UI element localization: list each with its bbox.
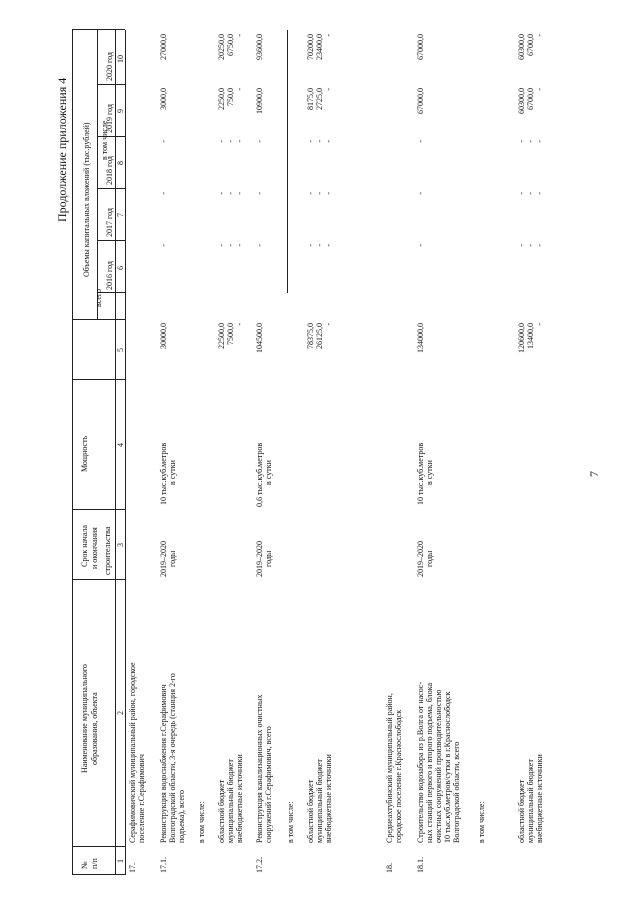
row-181-total: 134000,0 bbox=[416, 323, 425, 353]
row-181-2019: 67000,0 bbox=[416, 88, 425, 114]
row-171-incl: в том числе: bbox=[197, 801, 206, 843]
row-172-sub-3-2017: - bbox=[324, 192, 333, 195]
col-num-2: 2 bbox=[116, 711, 125, 715]
row-172-sub-1-2018: - bbox=[306, 140, 315, 143]
row-172-sub-1-2019: 8175,0 bbox=[306, 88, 315, 110]
row-181-sub-2-2019: 6700,0 bbox=[526, 88, 535, 110]
table-border-cols bbox=[115, 30, 116, 875]
row-172-sub-2-2018: - bbox=[315, 140, 324, 143]
row-181-name-l5: Волгоградской области, всего bbox=[452, 741, 461, 843]
row-171-sub-3-2020: - bbox=[235, 34, 244, 37]
header-year-2018: 2018 год bbox=[105, 156, 114, 185]
col-num-1: 1 bbox=[116, 859, 125, 863]
row-171-sub-1-2018: - bbox=[217, 140, 226, 143]
row-181-sub-2-2020: 6700,0 bbox=[526, 34, 535, 56]
row-172-sub-3-2020: - bbox=[324, 34, 333, 37]
row-172-sub-1-total: 78375,0 bbox=[306, 323, 315, 349]
col-line-4 bbox=[72, 509, 125, 510]
row-171-sub-3-2018: - bbox=[235, 140, 244, 143]
col-num-3: 3 bbox=[116, 543, 125, 547]
col-num-5: 5 bbox=[116, 348, 125, 352]
row-171-2018: - bbox=[159, 140, 168, 143]
col-line-end bbox=[72, 29, 125, 30]
header-year-2019: 2019 год bbox=[105, 104, 114, 133]
header-no: № bbox=[80, 861, 89, 869]
row-181-name-l2: ных станций первого и второго подъема, блока bbox=[425, 683, 434, 843]
row-172-sub-1-label: областной бюджет bbox=[306, 779, 315, 843]
row-172-sub-3-2018: - bbox=[324, 140, 333, 143]
row-171-sub-3-total: - bbox=[235, 323, 244, 326]
row-181-2020: 67000,0 bbox=[416, 34, 425, 60]
row-181-sub-3-2017: - bbox=[535, 192, 544, 195]
row-172-period-l2: годы bbox=[264, 550, 273, 567]
row-172-cap-l2: в сутки bbox=[264, 460, 273, 485]
row-172-incl: в том числе: bbox=[286, 801, 295, 843]
col-num-4: 4 bbox=[116, 443, 125, 447]
row-181-incl: в том числе: bbox=[477, 801, 486, 843]
header-period-line1: Срок начала bbox=[80, 525, 89, 567]
row-171-sub-1-2016: - bbox=[217, 244, 226, 247]
row-172-no: 17.2. bbox=[255, 857, 264, 873]
row-171-sub-2-2020: 6750,0 bbox=[226, 34, 235, 56]
row-181-sub-1-2017: - bbox=[517, 192, 526, 195]
col-line-11 bbox=[97, 84, 125, 85]
row-171-sub-1-label: областной бюджет bbox=[217, 779, 226, 843]
row-17-name-l2: поселение г.Серафимович bbox=[137, 754, 146, 843]
row-181-name-l4: 10 тыс.куб.метров/сутки в г.Краснослободск bbox=[443, 691, 452, 843]
row-181-sub-2-label: муниципальный бюджет bbox=[526, 759, 535, 843]
page-number: 7 bbox=[587, 471, 601, 477]
header-year-2020: 2020 год bbox=[105, 52, 114, 81]
row-181-sub-2-2016: - bbox=[526, 244, 535, 247]
row-181-sub-1-2016: - bbox=[517, 244, 526, 247]
row-172-sub-3-2019: - bbox=[324, 88, 333, 91]
col-line-6 bbox=[72, 319, 125, 320]
row-171-name-l1: Реконструкция водоснабжения г.Серафимович bbox=[159, 684, 168, 843]
col-line-3 bbox=[72, 579, 125, 580]
row-172-sub-1-2020: 70200,0 bbox=[306, 34, 315, 60]
row-172-name-l2: сооружений г.Серафимович, всего bbox=[264, 726, 273, 843]
row-172-sub-3-2016: - bbox=[324, 244, 333, 247]
row-172-2016: - bbox=[255, 244, 264, 247]
row-172-2020: 93600,0 bbox=[255, 34, 264, 60]
row-171-sub-2-2017: - bbox=[226, 192, 235, 195]
row-181-sub-1-2018: - bbox=[517, 140, 526, 143]
row-181-sub-3-2018: - bbox=[535, 140, 544, 143]
row-171-sub-1-2017: - bbox=[217, 192, 226, 195]
years-header-line bbox=[287, 30, 288, 293]
row-171-sub-1-total: 22500,0 bbox=[217, 323, 226, 349]
col-num-6: 6 bbox=[116, 266, 125, 270]
header-period-line3: строительства bbox=[103, 526, 112, 575]
appendix-title: Продолжение приложения 4 bbox=[55, 77, 69, 222]
row-181-cap-l1: 10 тыс.куб.метров bbox=[416, 442, 425, 505]
col-line-8 bbox=[97, 240, 125, 241]
row-181-sub-2-2018: - bbox=[526, 140, 535, 143]
header-year-2017: 2017 год bbox=[105, 208, 114, 237]
row-181-sub-1-total: 120600,0 bbox=[517, 323, 526, 353]
header-capacity: Мощность bbox=[80, 435, 89, 472]
row-181-no: 18.1. bbox=[416, 857, 425, 873]
row-181-sub-3-2016: - bbox=[535, 244, 544, 247]
row-171-sub-3-2017: - bbox=[235, 192, 244, 195]
row-181-name-l3: очистных сооружений производительностью bbox=[434, 689, 443, 843]
table-border-nums bbox=[125, 30, 126, 875]
col-num-7: 7 bbox=[116, 213, 125, 217]
row-171-sub-2-label: муниципальный бюджет bbox=[226, 759, 235, 843]
row-171-sub-2-2018: - bbox=[226, 140, 235, 143]
row-181-sub-1-label: областной бюджет bbox=[517, 779, 526, 843]
col-num-8: 8 bbox=[116, 161, 125, 165]
row-17-name-l1: Серафимовичский муниципальный район, городское bbox=[128, 662, 137, 843]
row-181-sub-3-2019: - bbox=[535, 88, 544, 91]
row-171-sub-1-2020: 20250,0 bbox=[217, 34, 226, 60]
header-name-line1: Наименование муниципального bbox=[80, 664, 89, 773]
col-line-1 bbox=[72, 874, 125, 875]
row-181-sub-1-2020: 60300,0 bbox=[517, 34, 526, 60]
row-171-sub-2-2019: 750,0 bbox=[226, 88, 235, 106]
col-line-2 bbox=[72, 846, 125, 847]
row-172-sub-2-2016: - bbox=[315, 244, 324, 247]
row-181-name-l1: Строительство водозабора из р.Волга от насос- bbox=[416, 681, 425, 843]
row-172-sub-2-total: 26125,0 bbox=[315, 323, 324, 349]
row-181-sub-3-total: - bbox=[535, 323, 544, 326]
row-181-sub-3-label: внебюджетные источники bbox=[535, 754, 544, 843]
row-172-2017: - bbox=[255, 192, 264, 195]
header-year-2016: 2016 год bbox=[105, 261, 114, 290]
row-171-sub-2-2016: - bbox=[226, 244, 235, 247]
header-total: всего bbox=[94, 288, 103, 307]
row-172-sub-2-2017: - bbox=[315, 192, 324, 195]
row-171-name-l3: подъема), всего bbox=[177, 789, 186, 843]
row-181-period-l1: 2019–2020 bbox=[416, 541, 425, 577]
row-171-2020: 27000,0 bbox=[159, 34, 168, 60]
row-181-2017: - bbox=[416, 192, 425, 195]
row-172-sub-2-2020: 23400,0 bbox=[315, 34, 324, 60]
col-num-9: 9 bbox=[116, 109, 125, 113]
header-incl: в том числе bbox=[100, 120, 109, 160]
row-181-period-l2: годы bbox=[425, 550, 434, 567]
row-171-total: 30000,0 bbox=[159, 323, 168, 349]
row-172-cap-l1: 0,6 тыс.куб.метров bbox=[255, 442, 264, 507]
row-181-2018: - bbox=[416, 140, 425, 143]
row-171-cap-l2: в сутки bbox=[168, 460, 177, 485]
row-171-sub-3-2019: - bbox=[235, 88, 244, 91]
row-172-sub-3-label: внебюджетные источники bbox=[324, 754, 333, 843]
row-171-period-l2: годы bbox=[168, 550, 177, 567]
volumes-subheader-line bbox=[97, 30, 98, 320]
row-171-sub-3-2016: - bbox=[235, 244, 244, 247]
header-name-line2: образования, объекта bbox=[90, 692, 99, 765]
col-line-9 bbox=[97, 188, 125, 189]
row-172-2019: 10900,0 bbox=[255, 88, 264, 114]
row-171-sub-1-2019: 2250,0 bbox=[217, 88, 226, 110]
row-181-sub-1-2019: 60300,0 bbox=[517, 88, 526, 114]
row-171-name-l2: Волгоградской области, 3-я очередь (станция 2-го bbox=[168, 673, 177, 843]
row-172-sub-1-2017: - bbox=[306, 192, 315, 195]
row-172-name-l1: Реконструкция канализационных очистных bbox=[255, 694, 264, 843]
row-172-2018: - bbox=[255, 140, 264, 143]
header-volumes: Объемы капитальных вложений (тыс.рублей) bbox=[82, 122, 91, 277]
row-181-sub-3-2020: - bbox=[535, 34, 544, 37]
row-172-sub-2-2019: 2725,0 bbox=[315, 88, 324, 110]
row-172-sub-1-2016: - bbox=[306, 244, 315, 247]
row-171-2016: - bbox=[159, 244, 168, 247]
row-17-no: 17. bbox=[128, 863, 137, 873]
row-171-sub-2-total: 7500,0 bbox=[226, 323, 235, 345]
row-171-period-l1: 2019–2020 bbox=[159, 541, 168, 577]
header-period-line2: и окончания bbox=[90, 527, 99, 569]
row-18-no: 18. bbox=[385, 863, 394, 873]
row-18-name-l1: Среднеахтубинский муниципальный район, bbox=[385, 693, 394, 843]
header-np: п/п bbox=[90, 858, 99, 869]
row-181-2016: - bbox=[416, 244, 425, 247]
row-171-no: 17.1. bbox=[159, 857, 168, 873]
row-172-sub-2-label: муниципальный бюджет bbox=[315, 759, 324, 843]
row-181-sub-2-total: 13400,0 bbox=[526, 323, 535, 349]
col-line-5 bbox=[72, 379, 125, 380]
table-border-top bbox=[72, 30, 73, 875]
row-172-total: 104500,0 bbox=[255, 323, 264, 353]
row-171-cap-l1: 10 тыс.куб.метров bbox=[159, 442, 168, 505]
row-171-2019: 3000,0 bbox=[159, 88, 168, 110]
row-181-sub-2-2017: - bbox=[526, 192, 535, 195]
row-172-period-l1: 2019–2020 bbox=[255, 541, 264, 577]
row-171-2017: - bbox=[159, 192, 168, 195]
row-172-sub-3-total: - bbox=[324, 323, 333, 326]
row-171-sub-3-label: внебюджетные источники bbox=[235, 754, 244, 843]
row-18-name-l2: городское поселение г.Краснослободск bbox=[394, 709, 403, 843]
row-181-cap-l2: в сутки bbox=[425, 460, 434, 485]
col-num-10: 10 bbox=[116, 55, 125, 63]
